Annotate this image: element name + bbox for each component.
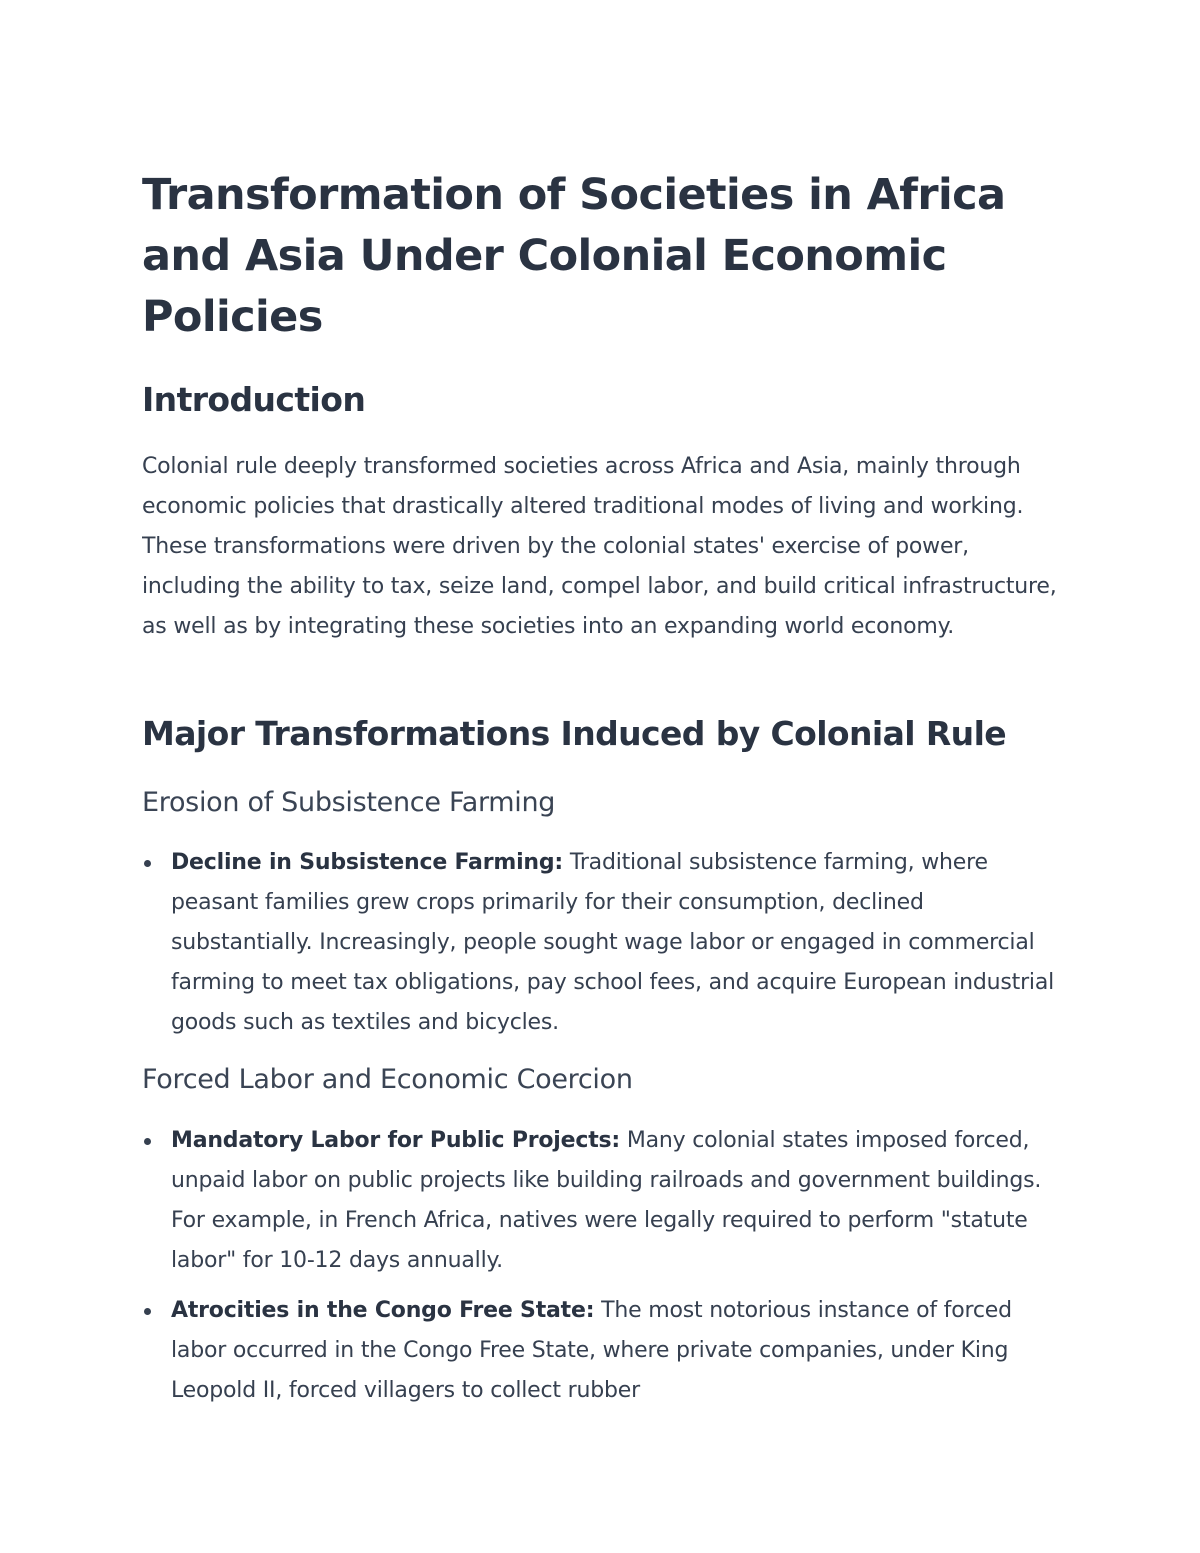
bullet-list-forced-labor [142, 1121, 1072, 1421]
introduction-heading: Introduction [142, 380, 366, 419]
bullet-text: Traditional subsistence farming, where peasant families grew crops primarily for their consumption, declined substantially. Increasingly, people sought wage labor or engaged in commercial farming to meet tax obligations, pay school fees, and acquire European industrial goods such as textiles and bicycles. [171, 850, 1055, 1035]
bullet-list-subsistence [142, 843, 1072, 1053]
subsection-heading-subsistence: Erosion of Subsistence Farming [142, 787, 556, 818]
document-title: Transformation of Societies in Africa and Asia Under Colonial Economic Policies [142, 170, 1006, 342]
bullet-label: Decline in Subsistence Farming: [171, 850, 564, 875]
bullet-label: Mandatory Labor for Public Projects: [171, 1128, 621, 1153]
bullet-text: Many colonial states imposed forced, unpaid labor on public projects like building railroads and government buildings. For example, in French Africa, natives were legally required to perform "statute labor" for 10-12 days annually. [171, 1128, 1042, 1273]
subsection-heading-forced-labor: Forced Labor and Economic Coercion [142, 1064, 633, 1095]
bullet-label: Atrocities in the Congo Free State: [171, 1298, 595, 1323]
document-page [142, 0, 1072, 1553]
list-item [142, 843, 1061, 1043]
list-item [142, 1291, 1061, 1411]
list-item [142, 1121, 1061, 1281]
bullet-marker [144, 1138, 151, 1145]
bullet-marker [144, 1308, 151, 1315]
introduction-paragraph: Colonial rule deeply transformed societies across Africa and Asia, mainly through economic policies that drastically altered traditional modes of living and working. These transformations were driven by the colonial states' exercise of power, including the ability to tax, seize land, compel labor, and build critical infrastructure, as well as by integrating these societies into an expanding world economy. [142, 454, 1057, 639]
bullet-text: The most notorious instance of forced labor occurred in the Congo Free State, where private companies, under King Leopold II, forced villagers to collect rubber [171, 1298, 1012, 1403]
bullet-marker [144, 860, 151, 867]
major-transformations-heading: Major Transformations Induced by Colonial Rule [142, 714, 1007, 753]
